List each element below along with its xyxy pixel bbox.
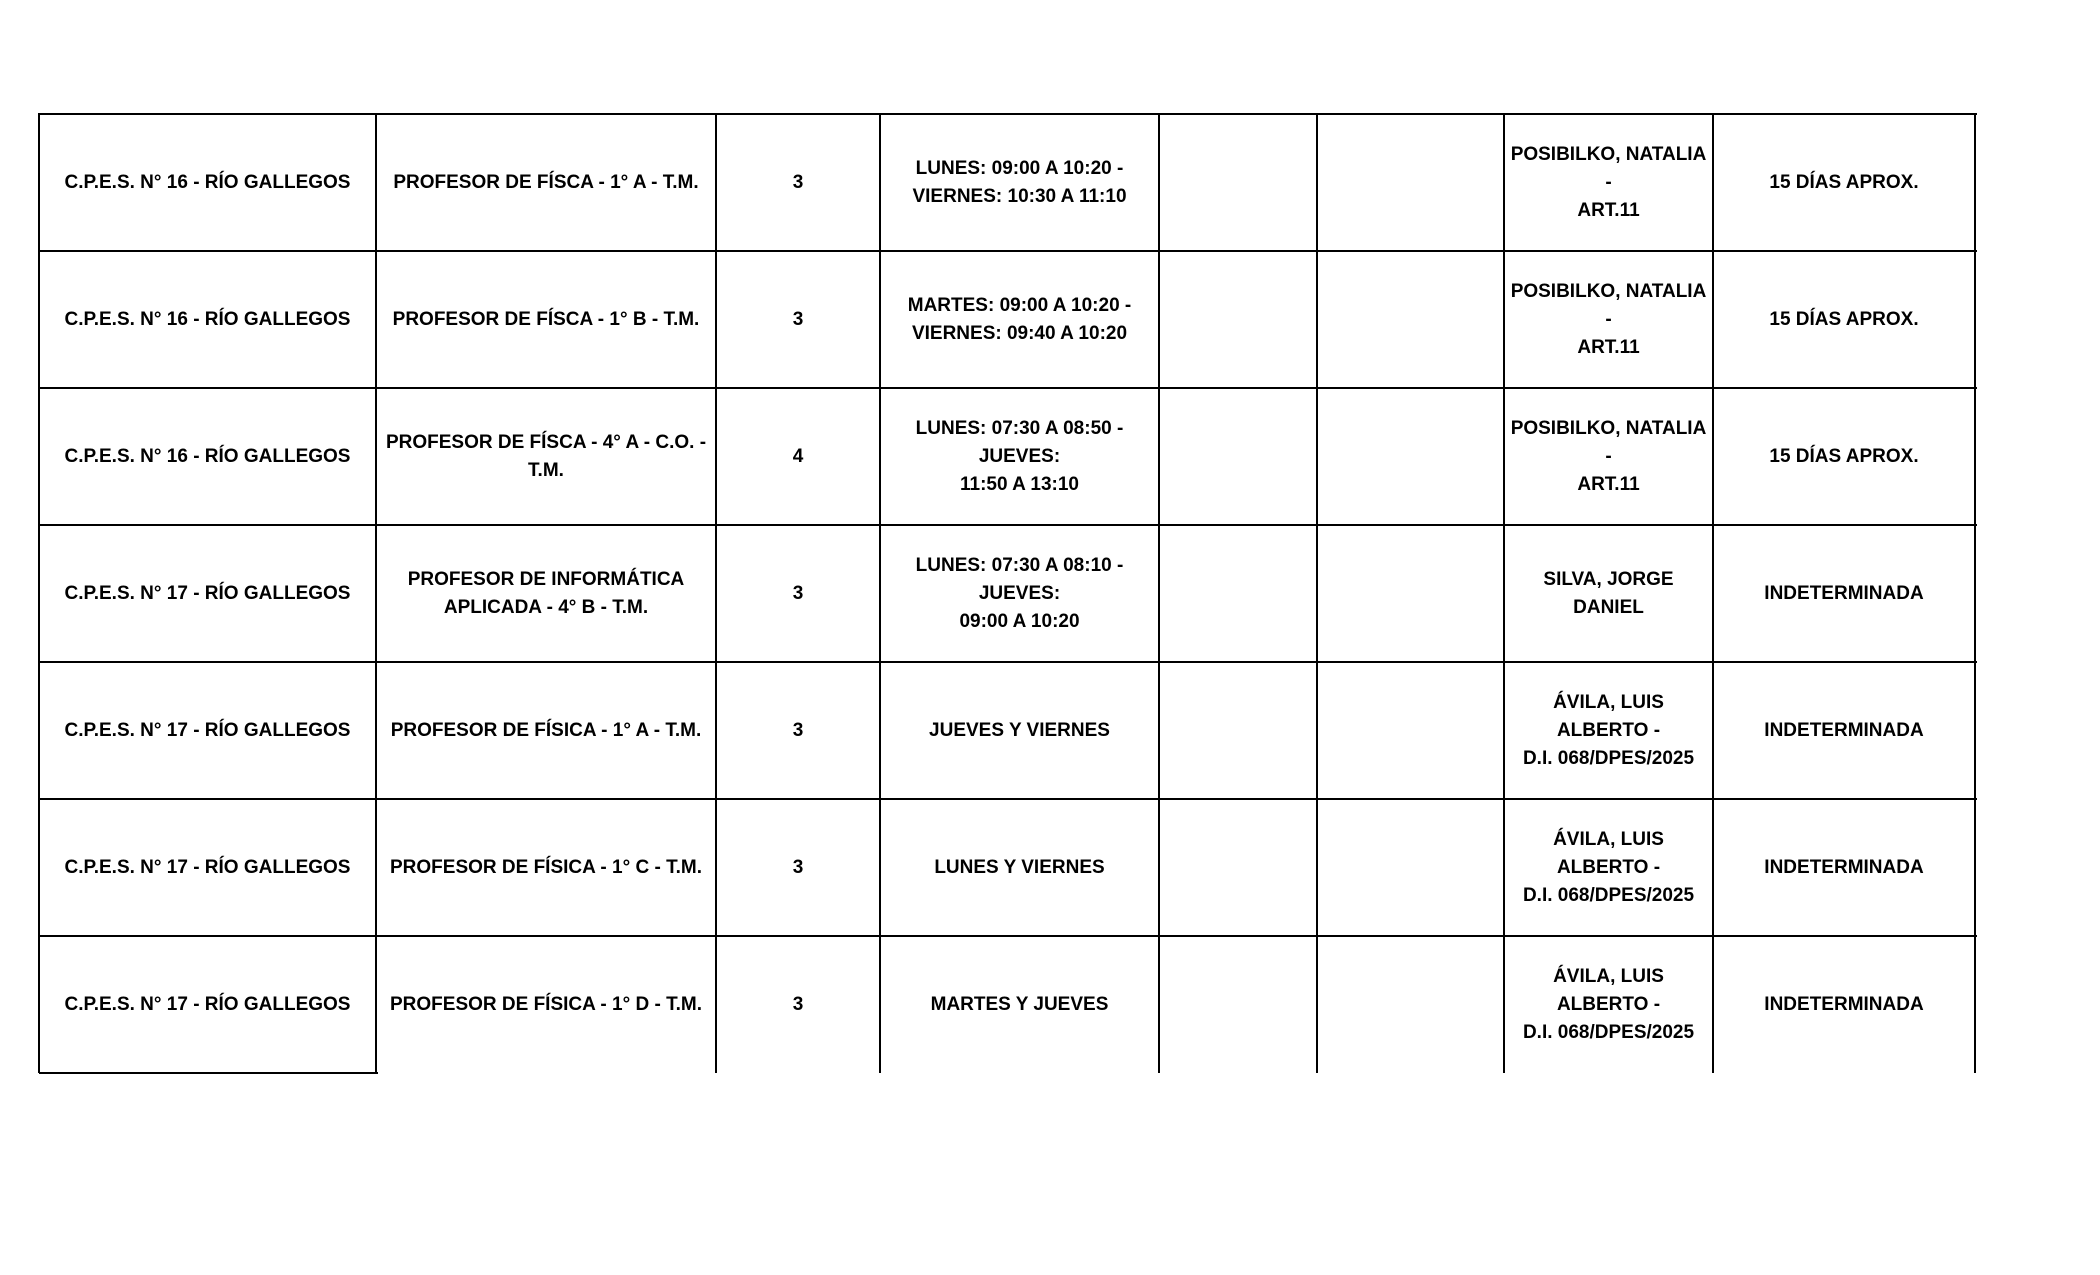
position-cell: PROFESOR DE FÍSICA - 1° C - T.M. bbox=[390, 856, 702, 878]
hours-cell: 4 bbox=[792, 445, 804, 467]
table-row bbox=[39, 936, 1975, 1073]
schedule-cell: LUNES: 07:30 A 08:10 - JUEVES: 09:00 A 10:20 bbox=[915, 554, 1124, 632]
hours-cell: 3 bbox=[792, 308, 804, 330]
institution-cell: C.P.E.S. N° 17 - RÍO GALLEGOS bbox=[64, 719, 351, 741]
empty-cell-6 bbox=[1317, 799, 1504, 936]
duration-cell: 15 DÍAS APROX. bbox=[1769, 171, 1919, 193]
duration-cell: INDETERMINADA bbox=[1764, 993, 1924, 1015]
empty-cell-6 bbox=[1317, 662, 1504, 799]
holder-cell: ÁVILA, LUIS ALBERTO - D.I. 068/DPES/2025 bbox=[1522, 691, 1695, 769]
empty-cell-5 bbox=[1159, 114, 1317, 251]
empty-cell-5 bbox=[1159, 251, 1317, 388]
vacancy-table bbox=[39, 114, 1985, 1078]
duration-cell: 15 DÍAS APROX. bbox=[1769, 445, 1919, 467]
duration-cell: INDETERMINADA bbox=[1764, 719, 1924, 741]
institution-cell: C.P.E.S. N° 17 - RÍO GALLEGOS bbox=[64, 582, 351, 604]
holder-cell: SILVA, JORGE DANIEL bbox=[1543, 568, 1674, 618]
empty-cell-5 bbox=[1159, 662, 1317, 799]
empty-cell-5 bbox=[1159, 525, 1317, 662]
duration-cell: INDETERMINADA bbox=[1764, 856, 1924, 878]
table-row bbox=[39, 114, 1975, 251]
institution-cell: C.P.E.S. N° 16 - RÍO GALLEGOS bbox=[64, 445, 351, 467]
institution-cell: C.P.E.S. N° 16 - RÍO GALLEGOS bbox=[64, 308, 351, 330]
table-row bbox=[39, 251, 1975, 388]
position-cell: PROFESOR DE FÍSCA - 1° B - T.M. bbox=[392, 308, 700, 330]
hours-cell: 3 bbox=[792, 993, 804, 1015]
holder-cell: POSIBILKO, NATALIA - ART.11 bbox=[1510, 417, 1707, 495]
empty-cell-6 bbox=[1317, 525, 1504, 662]
position-cell: PROFESOR DE FÍSCA - 4° A - C.O. - T.M. bbox=[385, 431, 707, 481]
table-row bbox=[39, 388, 1975, 525]
empty-cell-5 bbox=[1159, 936, 1317, 1073]
holder-cell: POSIBILKO, NATALIA - ART.11 bbox=[1510, 280, 1707, 358]
institution-cell: C.P.E.S. N° 17 - RÍO GALLEGOS bbox=[64, 856, 351, 878]
duration-cell: INDETERMINADA bbox=[1764, 582, 1924, 604]
schedule-cell: LUNES Y VIERNES bbox=[934, 856, 1105, 878]
hours-cell: 3 bbox=[792, 856, 804, 878]
schedule-cell: MARTES Y JUEVES bbox=[930, 993, 1109, 1015]
position-cell: PROFESOR DE FÍSICA - 1° D - T.M. bbox=[390, 993, 702, 1015]
hours-cell: 3 bbox=[792, 171, 804, 193]
schedule-cell: LUNES: 07:30 A 08:50 - JUEVES: 11:50 A 13:10 bbox=[915, 417, 1124, 495]
position-cell: PROFESOR DE FÍSCA - 1° A - T.M. bbox=[393, 171, 699, 193]
table-row bbox=[39, 662, 1975, 799]
hours-cell: 3 bbox=[792, 719, 804, 741]
position-cell: PROFESOR DE FÍSICA - 1° A - T.M. bbox=[390, 719, 702, 741]
empty-cell-6 bbox=[1317, 114, 1504, 251]
position-cell: PROFESOR DE INFORMÁTICA APLICADA - 4° B - T.M. bbox=[407, 568, 685, 618]
table-row bbox=[39, 525, 1975, 662]
holder-cell: ÁVILA, LUIS ALBERTO - D.I. 068/DPES/2025 bbox=[1522, 828, 1695, 906]
holder-cell: POSIBILKO, NATALIA - ART.11 bbox=[1510, 143, 1707, 221]
empty-cell-6 bbox=[1317, 388, 1504, 525]
schedule-cell: LUNES: 09:00 A 10:20 - VIERNES: 10:30 A 11:10 bbox=[912, 157, 1127, 207]
hours-cell: 3 bbox=[792, 582, 804, 604]
schedule-cell: MARTES: 09:00 A 10:20 - VIERNES: 09:40 A 10:20 bbox=[907, 294, 1132, 344]
empty-cell-6 bbox=[1317, 251, 1504, 388]
table-row bbox=[39, 799, 1975, 936]
institution-cell: C.P.E.S. N° 17 - RÍO GALLEGOS bbox=[64, 993, 351, 1015]
institution-cell: C.P.E.S. N° 16 - RÍO GALLEGOS bbox=[64, 171, 351, 193]
empty-cell-6 bbox=[1317, 936, 1504, 1073]
empty-cell-5 bbox=[1159, 388, 1317, 525]
empty-cell-5 bbox=[1159, 799, 1317, 936]
duration-cell: 15 DÍAS APROX. bbox=[1769, 308, 1919, 330]
schedule-cell: JUEVES Y VIERNES bbox=[929, 719, 1110, 741]
holder-cell: ÁVILA, LUIS ALBERTO - D.I. 068/DPES/2025 bbox=[1522, 965, 1695, 1043]
